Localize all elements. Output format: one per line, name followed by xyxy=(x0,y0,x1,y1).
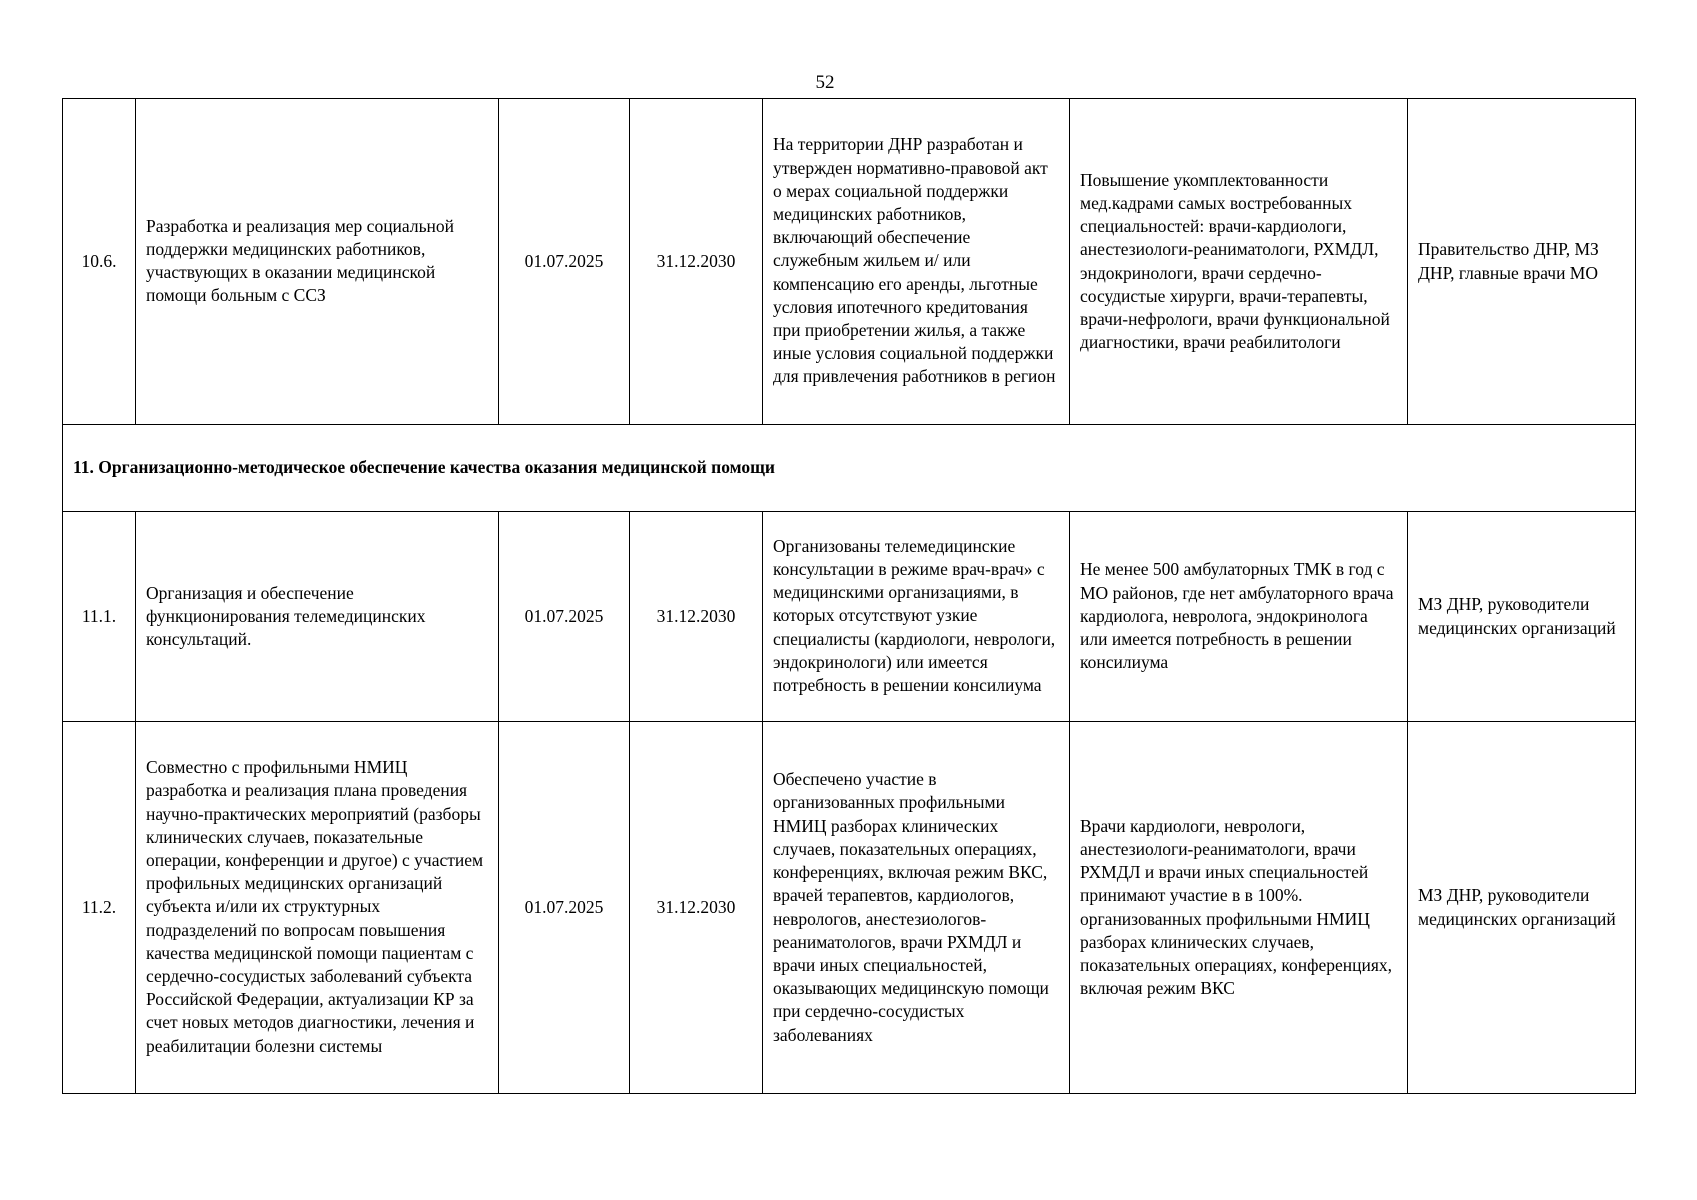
row-number: 11.1. xyxy=(63,512,136,722)
start-date: 01.07.2025 xyxy=(499,99,630,425)
end-date: 31.12.2030 xyxy=(630,722,763,1094)
responsible: МЗ ДНР, руководители медицинских организаций xyxy=(1408,722,1636,1094)
responsible: Правительство ДНР, МЗ ДНР, главные врачи МО xyxy=(1408,99,1636,425)
row-number: 11.2. xyxy=(63,722,136,1094)
indicator: Врачи кардиологи, неврологи, анестезиологи-реаниматологи, врачи РХМДЛ и врачи иных специальностей принимают участие в в 100%. организованных профильными НМИЦ разборах клинических случаев, показательных операциях, конференциях, включая режим ВКС xyxy=(1070,722,1408,1094)
responsible: МЗ ДНР, руководители медицинских организаций xyxy=(1408,512,1636,722)
section-title: 11. Организационно-методическое обеспечение качества оказания медицинской помощи xyxy=(63,425,1636,512)
section-row xyxy=(63,425,1636,512)
end-date: 31.12.2030 xyxy=(630,99,763,425)
end-date: 31.12.2030 xyxy=(630,512,763,722)
measure-name: Организация и обеспечение функционирования телемедицинских консультаций. xyxy=(136,512,499,722)
measure-name: Совместно с профильными НМИЦ разработка и реализация плана проведения научно-практических мероприятий (разборы клинических случаев, показательные операции, конференции и другое) с участием профильных медицинских организаций субъекта и/или их структурных подразделений по вопросам повышения качества медицинской помощи пациентам с сердечно-сосудистых заболеваний субъекта Российской Федерации, актуализации КР за счет новых методов диагностики, лечения и реабилитации болезни системы xyxy=(136,722,499,1094)
start-date: 01.07.2025 xyxy=(499,722,630,1094)
expected-result: Организованы телемедицинские консультации в режиме врач-врач» с медицинскими организациями, в которых отсутствуют узкие специалисты (кардиологи, неврологи, эндокринологи) или имеется потребность в решении консилиума xyxy=(763,512,1070,722)
measure-name: Разработка и реализация мер социальной поддержки медицинских работников, участвующих в оказании медицинской помощи больным с ССЗ xyxy=(136,99,499,425)
indicator: Не менее 500 амбулаторных ТМК в год с МО районов, где нет амбулаторного врача кардиолога, невролога, эндокринолога или имеется потребность в решении консилиума xyxy=(1070,512,1408,722)
table-row xyxy=(63,722,1636,1094)
start-date: 01.07.2025 xyxy=(499,512,630,722)
row-number: 10.6. xyxy=(63,99,136,425)
indicator: Повышение укомплектованности мед.кадрами самых востребованных специальностей: врачи-кардиологи, анестезиологи-реаниматологи, РХМДЛ, эндокринологи, врачи сердечно-сосудистые хирурги, врачи-терапевты, врачи-нефрологи, врачи функциональной диагностики, врачи реабилитологи xyxy=(1070,99,1408,425)
expected-result: Обеспечено участие в организованных профильными НМИЦ разборах клинических случаев, показательных операциях, конференциях, включая режим ВКС, врачей терапевтов, кардиологов, неврологов, анестезиологов-реаниматологов, врачи РХМДЛ и врачи иных специальностей, оказывающих медицинскую помощи при сердечно-сосудистых заболеваниях xyxy=(763,722,1070,1094)
page-number: 52 xyxy=(815,72,835,93)
table-row xyxy=(63,512,1636,722)
table-row xyxy=(63,99,1636,425)
expected-result: На территории ДНР разработан и утвержден нормативно-правовой акт о мерах социальной поддержки медицинских работников, включающий обеспечение служебным жильем и/ или компенсацию его аренды, льготные условия ипотечного кредитования при приобретении жилья, а также иные условия социальной поддержки для привлечения работников в регион xyxy=(763,99,1070,425)
measures-table xyxy=(62,98,1636,1094)
